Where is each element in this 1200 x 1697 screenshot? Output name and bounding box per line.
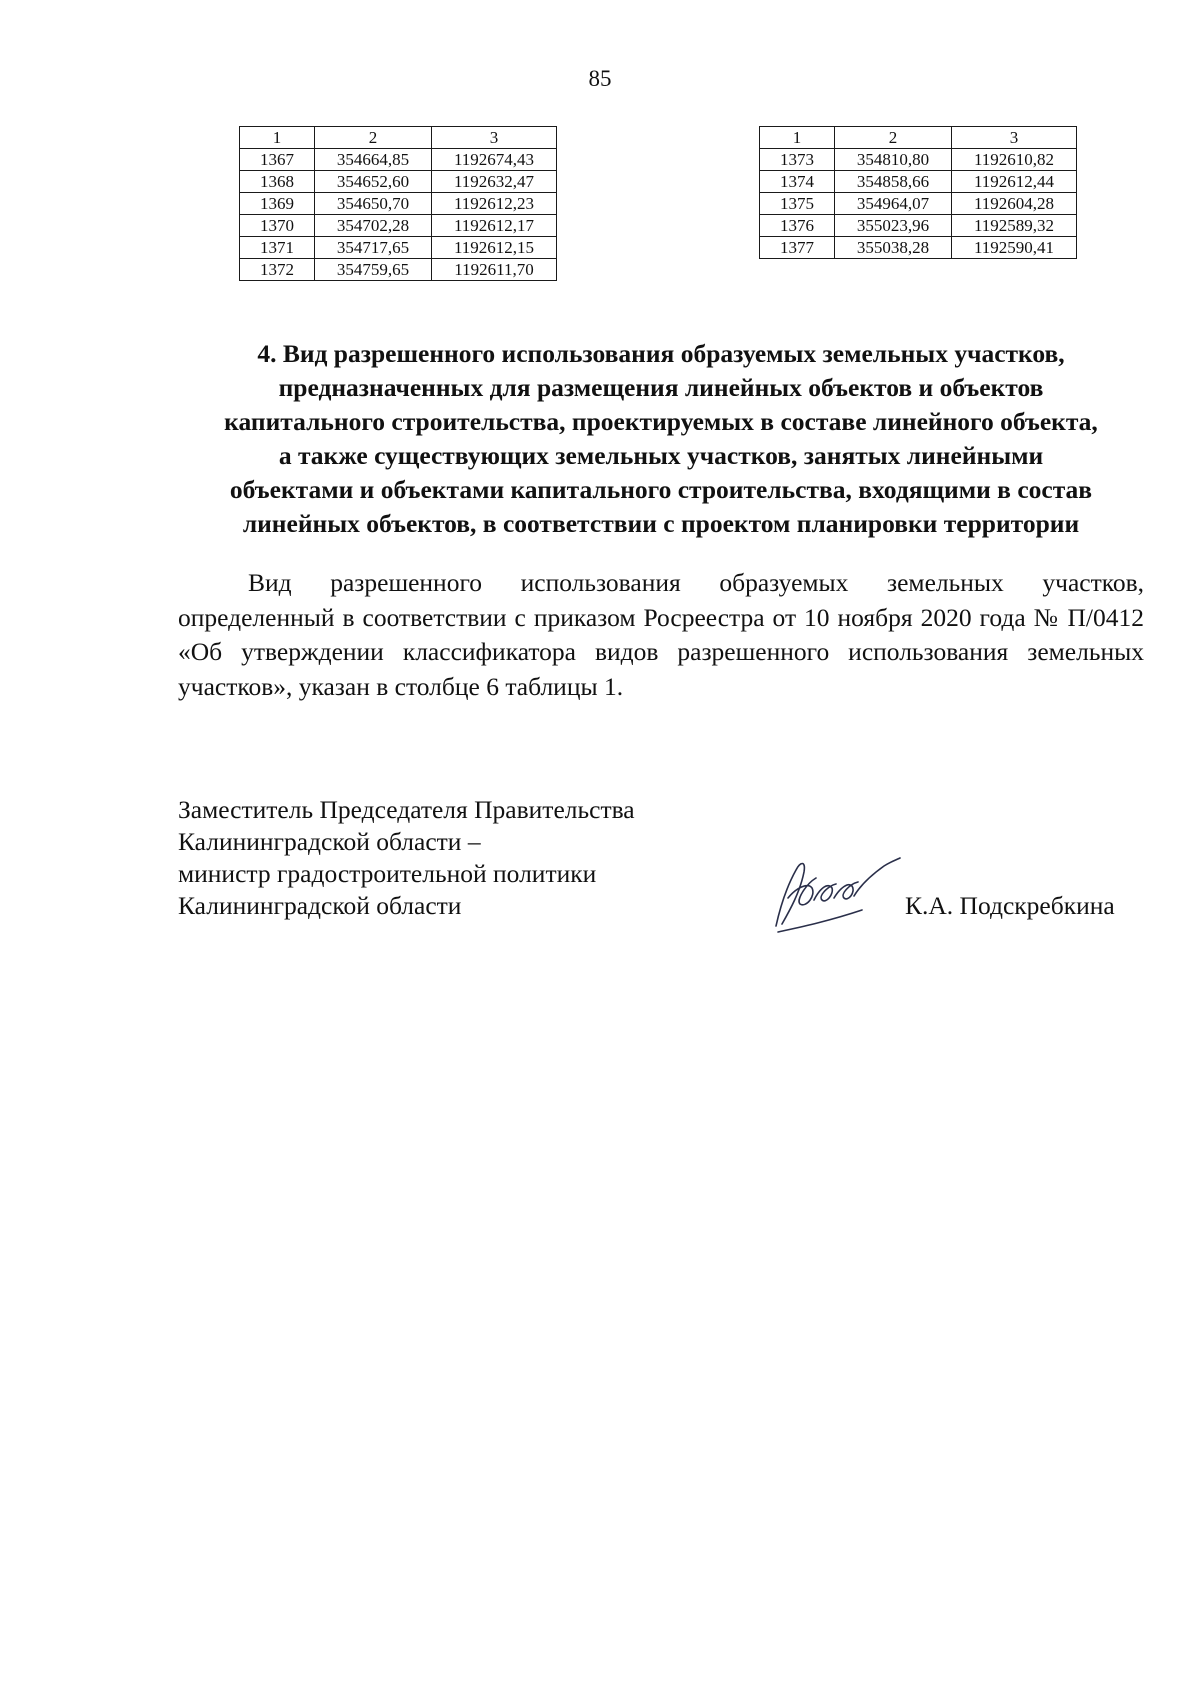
table-row <box>760 237 1077 259</box>
table-cell: 1192612,17 <box>432 215 557 237</box>
coordinates-table-left <box>239 126 557 281</box>
signatory-position-line: министр градостроительной политики <box>178 859 597 888</box>
table-cell: 1374 <box>760 171 835 193</box>
table-cell: 355038,28 <box>835 237 952 259</box>
table-cell: 1192612,44 <box>952 171 1077 193</box>
table-row <box>240 215 557 237</box>
table-cell: 354858,66 <box>835 171 952 193</box>
table-cell: 1192632,47 <box>432 171 557 193</box>
signatory-name: К.А. Подскребкина <box>905 891 1115 920</box>
table-header-cell: 3 <box>432 127 557 149</box>
table-cell: 1372 <box>240 259 315 281</box>
table-row <box>240 171 557 193</box>
handwritten-signature <box>766 848 906 938</box>
coordinates-table-right <box>759 126 1077 259</box>
table-cell: 1192612,15 <box>432 237 557 259</box>
table-cell: 1192589,32 <box>952 215 1077 237</box>
table-cell: 354810,80 <box>835 149 952 171</box>
table-cell: 1371 <box>240 237 315 259</box>
table-header-cell: 1 <box>760 127 835 149</box>
signatory-position-line: Калининградской области – <box>178 827 481 856</box>
table-row <box>240 237 557 259</box>
table-cell: 1192590,41 <box>952 237 1077 259</box>
section-heading <box>178 337 1144 541</box>
table-cell: 355023,96 <box>835 215 952 237</box>
table-row <box>760 149 1077 171</box>
signatory-position <box>178 794 635 922</box>
table-cell: 1192612,23 <box>432 193 557 215</box>
section-heading-line: предназначенных для размещения линейных объектов и объектов <box>278 373 1044 402</box>
table-row <box>240 193 557 215</box>
table-cell: 1192674,43 <box>432 149 557 171</box>
table-cell: 1375 <box>760 193 835 215</box>
table-row <box>760 215 1077 237</box>
table-row <box>760 171 1077 193</box>
table-header-cell: 1 <box>240 127 315 149</box>
table-row <box>240 259 557 281</box>
section-heading-line: капитального строительства, проектируемых в составе линейного объекта, <box>224 407 1098 436</box>
section-heading-line: а также существующих земельных участков, занятых линейными <box>278 441 1044 470</box>
body-paragraph: Вид разрешенного использования образуемых земельных участков, определенный в соответствии с приказом Росреестра от 10 ноября 2020 года № П/0412 «Об утверждении классификатора видов разрешенного использования земельных участков», указан в столбце 6 таблицы 1. <box>178 568 1144 701</box>
table-cell: 354964,07 <box>835 193 952 215</box>
table-cell: 354664,85 <box>315 149 432 171</box>
table-header-cell: 2 <box>315 127 432 149</box>
table-cell: 1367 <box>240 149 315 171</box>
table-header-row <box>240 127 557 149</box>
table-cell: 1192611,70 <box>432 259 557 281</box>
table-header-cell: 3 <box>952 127 1077 149</box>
table-cell: 354717,65 <box>315 237 432 259</box>
table-header-row <box>760 127 1077 149</box>
table-cell: 1369 <box>240 193 315 215</box>
section-heading-line: объектами и объектами капитального строительства, входящими в состав <box>229 475 1093 504</box>
signatory-position-line: Заместитель Председателя Правительства <box>178 795 635 824</box>
table-cell: 1377 <box>760 237 835 259</box>
section-heading-line: 4. Вид разрешенного использования образуемых земельных участков, <box>257 339 1065 368</box>
table-cell: 354650,70 <box>315 193 432 215</box>
table-cell: 1370 <box>240 215 315 237</box>
table-cell: 1368 <box>240 171 315 193</box>
table-cell: 354652,60 <box>315 171 432 193</box>
table-row <box>760 193 1077 215</box>
signatory-position-line: Калининградской области <box>178 891 462 920</box>
table-cell: 354702,28 <box>315 215 432 237</box>
table-cell: 1373 <box>760 149 835 171</box>
table-header-cell: 2 <box>835 127 952 149</box>
table-cell: 354759,65 <box>315 259 432 281</box>
section-heading-line: линейных объектов, в соответствии с проектом планировки территории <box>242 509 1080 538</box>
table-cell: 1192610,82 <box>952 149 1077 171</box>
table-row <box>240 149 557 171</box>
page-number: 85 <box>588 66 612 91</box>
table-cell: 1376 <box>760 215 835 237</box>
table-cell: 1192604,28 <box>952 193 1077 215</box>
